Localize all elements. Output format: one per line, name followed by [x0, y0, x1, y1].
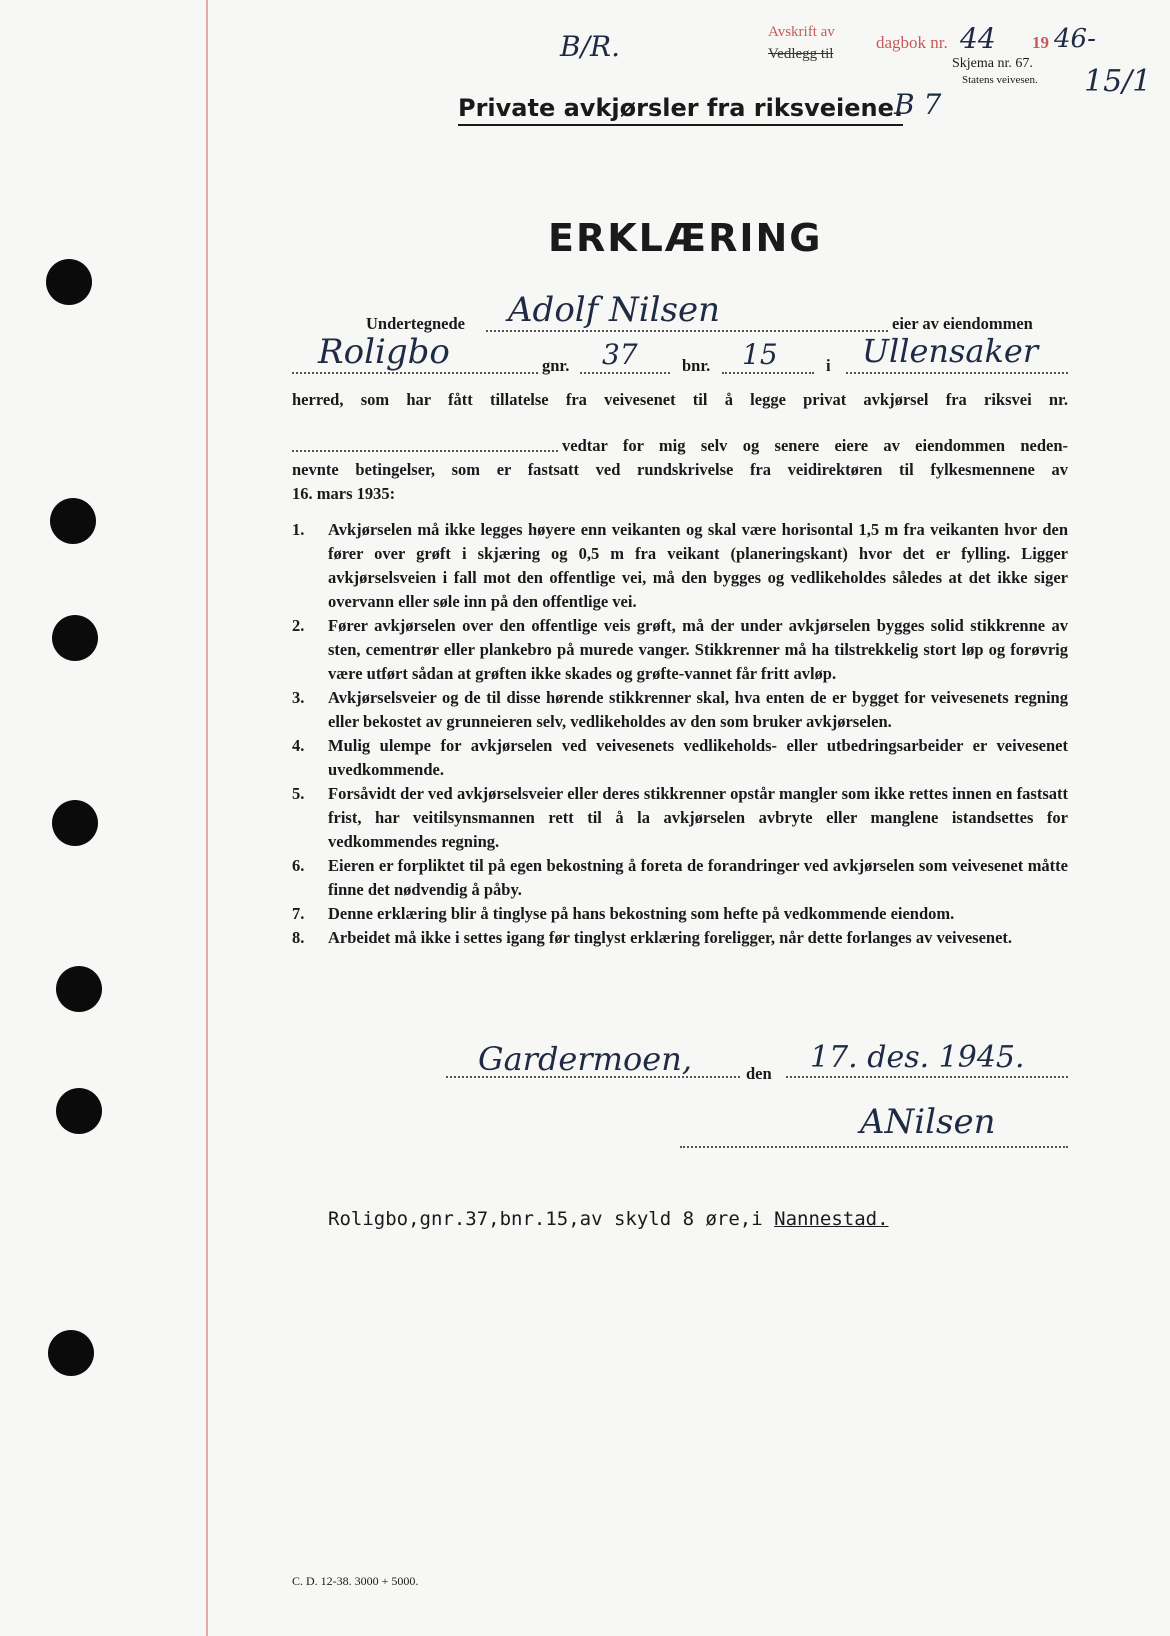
punch-hole — [56, 966, 102, 1012]
gnr-label: gnr. — [542, 356, 570, 375]
gnr-line — [580, 372, 670, 374]
title-annotation: B 7 — [894, 88, 942, 121]
condition-number: 4. — [292, 736, 305, 755]
initials: B/R. — [560, 30, 620, 63]
herred-line — [846, 372, 1068, 374]
form-line3: herred, som har fått tillatelse fra veivesenet til å legge privat avkjørsel fra riksvei nr. — [292, 390, 1068, 409]
condition-number: 8. — [292, 928, 305, 947]
signature-date[interactable]: 17. des. 1945. — [810, 1040, 1025, 1075]
condition-text: Fører avkjørselen over den offentlige veis grøft, må der under avkjørselen bygges solid stikkrenne av sten, cementrør eller plankebro på murede vanger. Stikkrenner må ha tilstrekkelig stort løp og forøvrig være utført sådan at grøften ikke skades og grøfte-vannet får fritt avløp. — [328, 616, 1068, 683]
condition-item — [292, 686, 1068, 734]
condition-item — [292, 926, 1068, 950]
footer-print-code: C. D. 12-38. 3000 + 5000. — [292, 1574, 419, 1588]
skjema-label: Skjema nr. 67. — [952, 56, 1033, 71]
bnr-value[interactable]: 15 — [742, 338, 778, 371]
condition-text: Denne erklæring blir å tinglyse på hans bekostning som hefte på vedkommende eiendom. — [328, 904, 955, 923]
condition-item — [292, 902, 1068, 926]
condition-number: 1. — [292, 520, 305, 539]
signature-name[interactable]: ANilsen — [860, 1102, 996, 1142]
eier-label: eier av eiendommen — [892, 314, 1033, 333]
date-handwritten: 15/1 — [1084, 64, 1152, 99]
undertegnede-value[interactable]: Adolf Nilsen — [508, 290, 721, 330]
undertegnede-line — [486, 330, 888, 332]
form-line4: vedtar for mig selv og senere eiere av eiendommen neden- — [562, 436, 1068, 455]
signature-place[interactable]: Gardermoen, — [478, 1040, 692, 1078]
undertegnede-label: Undertegnede — [366, 314, 465, 333]
punch-hole — [48, 1330, 94, 1376]
den-label: den — [746, 1064, 772, 1083]
herred-value[interactable]: Ullensaker — [862, 332, 1039, 370]
form-line5: nevnte betingelser, som er fastsatt ved rundskrivelse fra veidirektøren til fylkesmennene av — [292, 460, 1068, 479]
punch-hole — [52, 615, 98, 661]
condition-text: Avkjørselsveier og de til disse hørende stikkrenner skal, hva enten de er bygget for veivesenets regning eller bekostet av grunneieren selv, vedlikeholdes av den som bruker avkjørselen. — [328, 688, 1068, 731]
gnr-value[interactable]: 37 — [602, 338, 638, 371]
date-line — [786, 1076, 1068, 1078]
condition-item — [292, 614, 1068, 686]
property-municipality: Nannestad. — [774, 1208, 889, 1230]
statens-label: Statens veivesen. — [962, 74, 1038, 86]
condition-number: 6. — [292, 856, 305, 875]
stamp-line1: Avskrift av — [768, 24, 835, 40]
place-line — [446, 1076, 740, 1078]
punch-hole — [56, 1088, 102, 1134]
conditions-list — [292, 518, 1068, 950]
main-title: ERKLÆRING — [548, 216, 823, 260]
eiendom-value[interactable]: Roligbo — [318, 332, 450, 372]
condition-text: Avkjørselen må ikke legges høyere enn veikanten og skal være horisontal 1,5 m fra veikanten hvor den fører over grøft i skjæring og 0,5 m fra veikant (planeringskant) hvor det er fylling. Ligger avkjørselsveien i fall mot den offentlige vei, må den bygges og vedlikeholdes således at det ikke siger overvann eller søle inn på den offentlige vei. — [328, 520, 1068, 611]
form-line6: 16. mars 1935: — [292, 484, 396, 503]
bnr-line — [722, 372, 814, 374]
dagbok-label: dagbok nr. — [876, 33, 948, 52]
signature-line — [680, 1146, 1068, 1148]
condition-text: Eieren er forpliktet til på egen bekostning å foreta de forandringer ved avkjørselen som veivesenet måtte finne det nødvendig å påby. — [328, 856, 1068, 899]
punch-hole — [50, 498, 96, 544]
bnr-label: bnr. — [682, 356, 711, 375]
stamp-line2: Vedlegg til — [768, 46, 834, 62]
margin-line — [206, 0, 208, 1636]
condition-item — [292, 782, 1068, 854]
riksvei-line — [292, 450, 558, 452]
condition-text: Mulig ulempe for avkjørselen ved veivesenets vedlikeholds- eller utbedringsarbeider er veivesenet uvedkommende. — [328, 736, 1068, 779]
eiendom-line — [292, 372, 538, 374]
i-label: i — [826, 356, 831, 375]
condition-item — [292, 518, 1068, 614]
property-typed-line — [328, 1208, 889, 1230]
condition-number: 5. — [292, 784, 305, 803]
condition-number: 2. — [292, 616, 305, 635]
punch-hole — [52, 800, 98, 846]
condition-item — [292, 734, 1068, 782]
condition-item — [292, 854, 1068, 902]
condition-text: Arbeidet må ikke i settes igang før tinglyst erklæring foreligger, når dette forlanges av veivesenet. — [328, 928, 1013, 947]
punch-hole — [46, 259, 92, 305]
property-typed-text: Roligbo,gnr.37,bnr.15,av skyld 8 øre,i — [328, 1208, 775, 1230]
condition-number: 7. — [292, 904, 305, 923]
year-handwritten: 46- — [1054, 24, 1096, 54]
year-printed: 19 — [1032, 33, 1049, 52]
form-header-title: Private avkjørsler fra riksveiene. — [458, 94, 903, 126]
condition-text: Forsåvidt der ved avkjørselsveier eller deres stikkrenner opstår mangler som ikke rettes innen en fastsatt frist, har veitilsynsmannen rett til å la avkjørselen avbryte eller manglene istandsettes for vedkommendes regning. — [328, 784, 1068, 851]
dagbok-number: 44 — [960, 22, 996, 55]
condition-number: 3. — [292, 688, 305, 707]
